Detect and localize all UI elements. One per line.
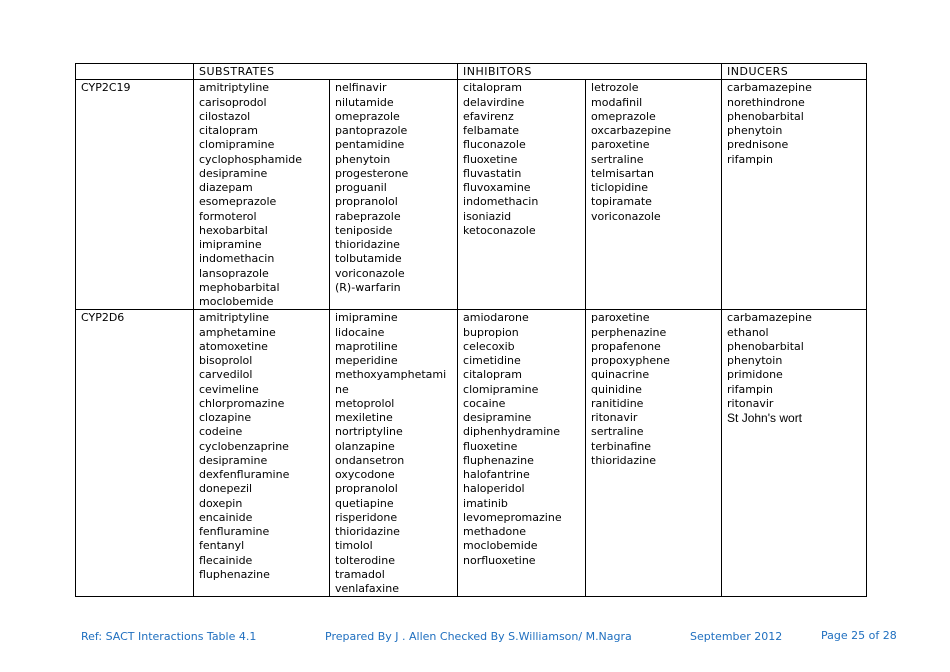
drug-name: fentanyl (199, 539, 245, 553)
drug-name: ethanol (727, 325, 769, 339)
drug-name: ritonavir (727, 396, 774, 410)
drug-name: isoniazid (463, 209, 512, 223)
drug-name: ticlopidine (591, 181, 649, 194)
drug-name: maprotiline (335, 339, 398, 353)
drug-name: citalopram (463, 81, 522, 95)
drug-name: tolterodine (335, 553, 395, 567)
drug-name: propafenone (591, 339, 661, 353)
drug-name: haloperidol (463, 482, 525, 496)
drug-name: timolol (335, 539, 373, 553)
drug-name: halofantrine (463, 468, 530, 481)
drug-name: chlorpromazine (199, 396, 285, 410)
drug-name: amphetamine (199, 325, 276, 339)
drug-name: indomethacin (463, 195, 539, 209)
drug-name: rifampin (727, 382, 773, 396)
drug-name: carisoprodol (199, 95, 267, 109)
substrates-col-b (330, 80, 458, 310)
drug-name: (R)-warfarin (335, 280, 401, 294)
inhibitors-col-a (458, 80, 586, 310)
footer-page: Page 25 of 28 (821, 629, 897, 642)
drug-name: bisoprolol (199, 354, 253, 367)
drug-name: quinidine (591, 382, 642, 396)
drug-name: methadone (463, 525, 526, 538)
drug-name: pentamidine (335, 138, 405, 152)
footer-prepared: Prepared By J . Allen Checked By S.Williamson/ M.Nagra (325, 630, 632, 643)
drug-name: moclobemide (463, 539, 538, 553)
drug-name: methoxyamphetamine (335, 368, 447, 396)
drug-name: terbinafine (591, 439, 652, 453)
drug-name: amitriptyline (199, 311, 270, 325)
table-row (76, 310, 867, 597)
drug-name: atomoxetine (199, 339, 268, 353)
drug-name: dexfenfluramine (199, 468, 290, 481)
drug-name: delavirdine (463, 95, 525, 109)
drug-name: fluoxetine (463, 439, 518, 453)
drug-name: ketoconazole (463, 223, 536, 237)
drug-name: paroxetine (591, 138, 650, 152)
drug-name: encainide (199, 510, 253, 524)
inhibitors-col-b (586, 310, 722, 597)
footer-date: September 2012 (690, 630, 783, 643)
drug-name: sertraline (591, 425, 644, 439)
drug-name: bupropion (463, 325, 519, 339)
drug-name: pantoprazole (335, 124, 408, 137)
drug-name: thioridazine (335, 525, 400, 538)
substrates-col-a (194, 310, 330, 597)
drug-name: citalopram (199, 124, 258, 137)
drug-name: rabeprazole (335, 209, 401, 223)
drug-name: nortriptyline (335, 425, 403, 439)
drug-name: propranolol (335, 482, 398, 496)
drug-name: indomethacin (199, 252, 275, 266)
drug-name: mexiletine (335, 411, 393, 424)
drug-name: fenfluramine (199, 525, 270, 538)
drug-name: efavirenz (463, 109, 514, 123)
drug-name: imipramine (335, 311, 398, 325)
drug-name: fluvastatin (463, 166, 522, 180)
drug-name: carbamazepine (727, 81, 812, 95)
drug-name: phenobarbital (727, 109, 804, 123)
drug-name: desipramine (199, 166, 268, 180)
drug-name: cevimeline (199, 382, 259, 396)
drug-name: prednisone (727, 138, 789, 152)
drug-name: mephobarbital (199, 280, 280, 294)
drug-name: progesterone (335, 166, 409, 180)
drug-name: propranolol (335, 195, 398, 209)
drug-name: omeprazole (335, 109, 400, 123)
drug-name: imipramine (199, 238, 262, 251)
drug-name: rifampin (727, 152, 773, 166)
drug-name: ondansetron (335, 453, 405, 467)
drug-name: metoprolol (335, 396, 395, 410)
drug-name: quinacrine (591, 368, 650, 382)
drug-name: amitriptyline (199, 81, 270, 95)
drug-name: cyclobenzaprine (199, 439, 289, 453)
drug-name: phenytoin (727, 354, 783, 367)
drug-name: celecoxib (463, 339, 515, 353)
drug-name: norethindrone (727, 95, 805, 109)
inducers-col (722, 310, 867, 597)
drug-name: cilostazol (199, 109, 251, 123)
header-row (76, 64, 867, 80)
drug-name: risperidone (335, 510, 398, 524)
drug-name: tramadol (335, 567, 385, 581)
drug-name: modafinil (591, 95, 643, 109)
drug-name: oxcarbazepine (591, 124, 672, 137)
drug-name: fluoxetine (463, 152, 518, 166)
drug-name: carbamazepine (727, 311, 812, 325)
drug-name: clozapine (199, 411, 252, 424)
drug-name: flecainide (199, 553, 253, 567)
drug-name: desipramine (463, 411, 532, 424)
drug-name: paroxetine (591, 311, 650, 325)
drug-name: clomipramine (463, 382, 539, 396)
header-inducers: INDUCERS (722, 64, 867, 80)
drug-name: felbamate (463, 124, 519, 137)
drug-name: voriconazole (335, 266, 405, 280)
drug-name: primidone (727, 368, 783, 382)
drug-name: clomipramine (199, 138, 275, 152)
drug-name: phenytoin (727, 124, 783, 137)
drug-name: oxycodone (335, 468, 395, 481)
footer-ref: Ref: SACT Interactions Table 4.1 (81, 630, 257, 643)
drug-name: thioridazine (335, 238, 400, 251)
drug-name: omeprazole (591, 109, 656, 123)
drug-name: fluconazole (463, 138, 526, 152)
drug-name: codeine (199, 425, 243, 439)
header-substrates: SUBSTRATES (194, 64, 458, 80)
drug-name: cyclophosphamide (199, 152, 303, 166)
drug-name: nilutamide (335, 95, 394, 109)
inhibitors-col-b (586, 80, 722, 310)
drug-name: norfluoxetine (463, 553, 536, 567)
drug-name: teniposide (335, 223, 393, 237)
drug-name: formoterol (199, 209, 257, 223)
enzyme-cell: CYP2D6 (76, 310, 194, 597)
drug-name: phenobarbital (727, 339, 804, 353)
drug-name: amiodarone (463, 311, 529, 325)
drug-name: imatinib (463, 496, 508, 510)
drug-name: propoxyphene (591, 354, 670, 367)
drug-name: nelfinavir (335, 81, 387, 95)
drug-name: donepezil (199, 482, 253, 496)
drug-name: voriconazole (591, 209, 661, 223)
drug-name: fluphenazine (463, 453, 534, 467)
drug-name: cocaine (463, 396, 506, 410)
drug-name: sertraline (591, 152, 644, 166)
drug-name: citalopram (463, 368, 522, 382)
drug-name: ritonavir (591, 411, 638, 424)
drug-name: venlafaxine (335, 582, 399, 595)
drug-name: olanzapine (335, 439, 395, 453)
drug-name: meperidine (335, 354, 398, 367)
drug-name: quetiapine (335, 496, 394, 510)
enzyme-cell: CYP2C19 (76, 80, 194, 310)
drug-name: carvedilol (199, 368, 253, 382)
drug-name: lansoprazole (199, 266, 269, 280)
drug-name: fluvoxamine (463, 181, 531, 194)
drug-name: St John's wort (727, 411, 803, 425)
inducers-col (722, 80, 867, 310)
drug-name: letrozole (591, 81, 639, 95)
drug-name: topiramate (591, 195, 652, 209)
drug-name: telmisartan (591, 166, 654, 180)
header-enzyme (76, 64, 194, 80)
drug-name: hexobarbital (199, 223, 268, 237)
drug-name: desipramine (199, 453, 268, 467)
header-inhibitors: INHIBITORS (458, 64, 722, 80)
drug-name: cimetidine (463, 354, 521, 367)
drug-name: phenytoin (335, 152, 391, 166)
drug-name: doxepin (199, 496, 243, 510)
table-row (76, 80, 867, 310)
inhibitors-col-a (458, 310, 586, 597)
substrates-col-b (330, 310, 458, 597)
drug-name: perphenazine (591, 325, 667, 339)
substrates-col-a (194, 80, 330, 310)
drug-name: ranitidine (591, 396, 644, 410)
drug-name: tolbutamide (335, 252, 402, 266)
drug-name: lidocaine (335, 325, 385, 339)
drug-name: proguanil (335, 181, 387, 194)
drug-name: esomeprazole (199, 195, 277, 209)
drug-name: thioridazine (591, 453, 656, 467)
drug-name: moclobemide (199, 295, 274, 308)
interactions-table (75, 63, 867, 597)
drug-name: fluphenazine (199, 567, 270, 581)
drug-name: diphenhydramine (463, 425, 560, 439)
drug-name: diazepam (199, 181, 253, 194)
drug-name: levomepromazine (463, 510, 562, 524)
